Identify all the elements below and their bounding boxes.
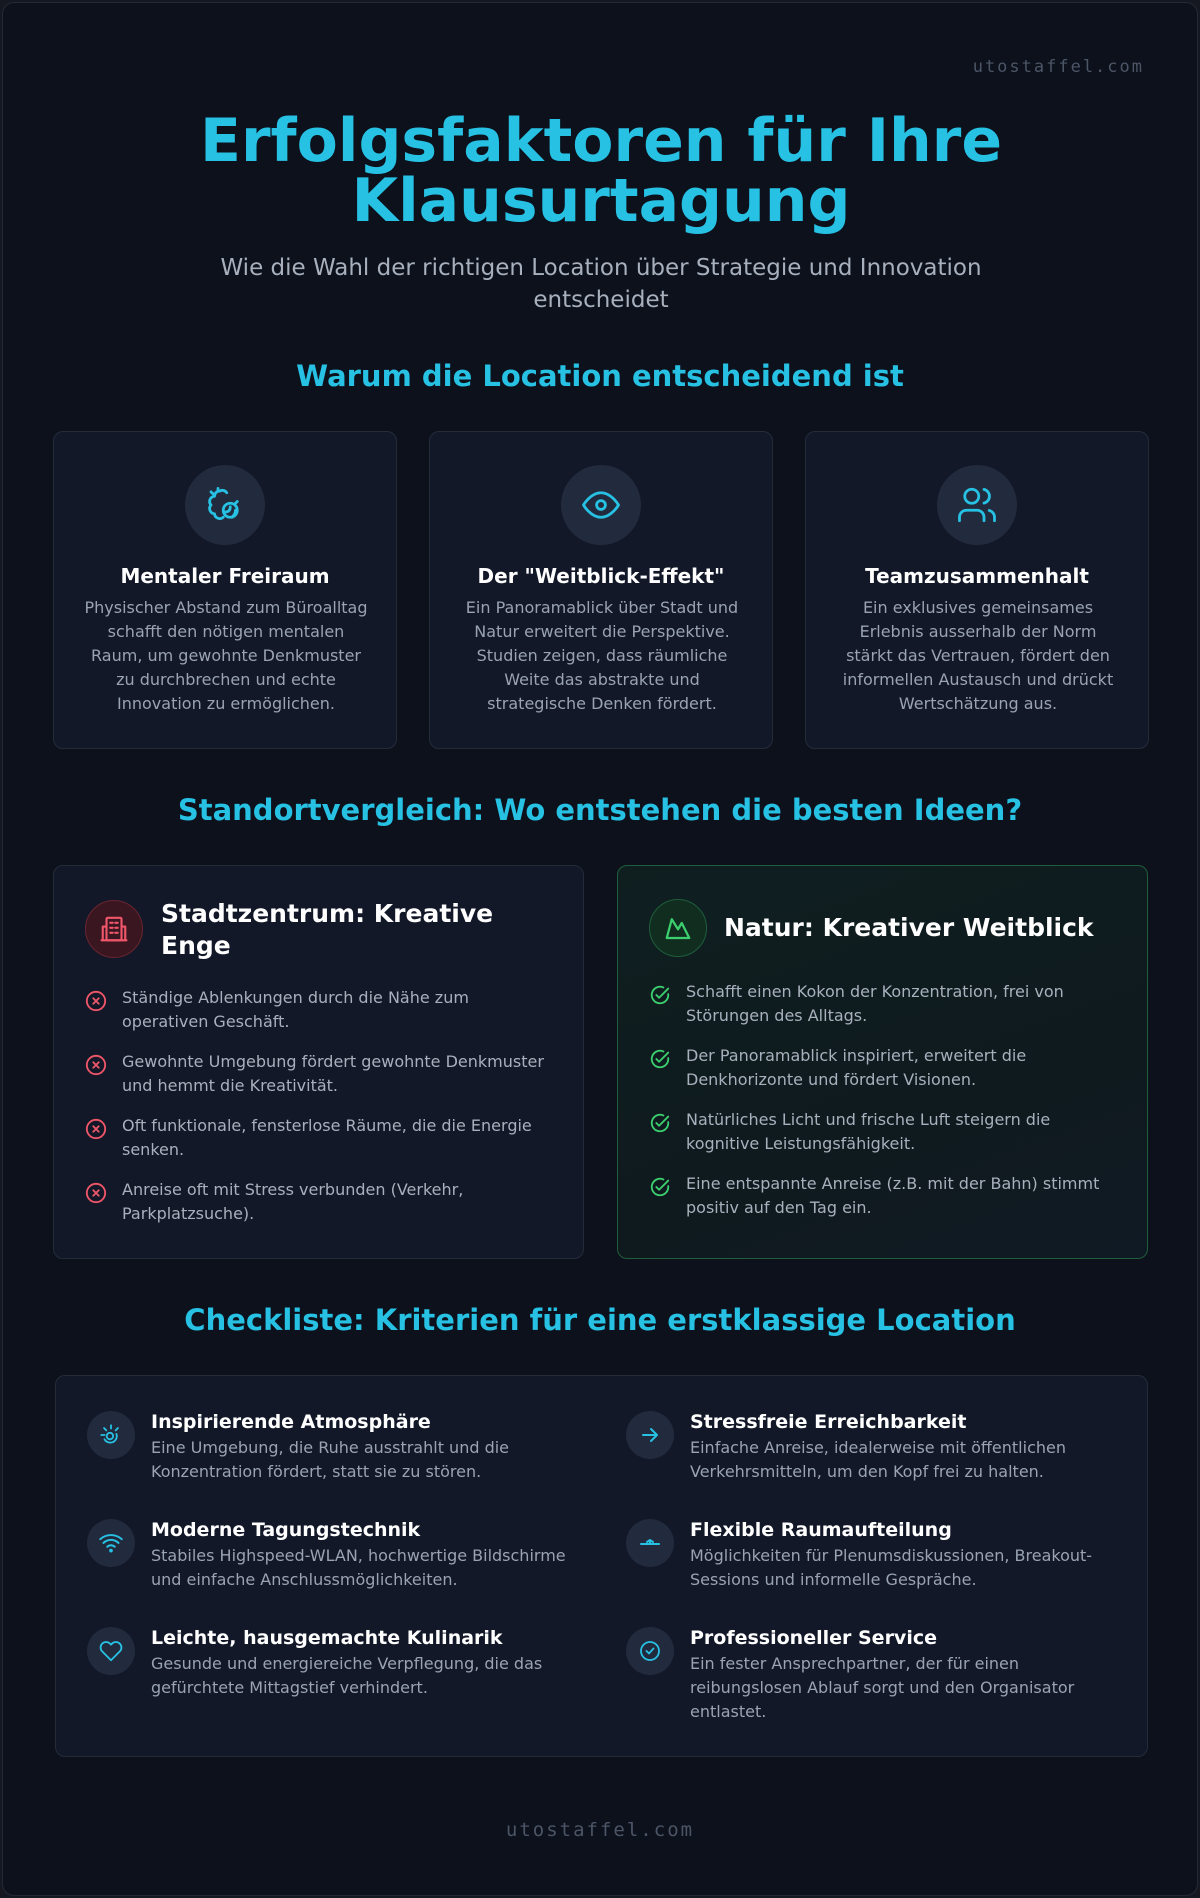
compare-card-nature [617, 865, 1148, 1259]
list-item: Gewohnte Umgebung fördert gewohnte Denkmuster und hemmt die Kreativität. [85, 1050, 555, 1114]
feature-title: Der "Weitblick-Effekt" [477, 564, 725, 588]
list-item: Der Panoramablick inspiriert, erweitert die Denkhorizonte und fördert Visionen. [649, 1044, 1119, 1108]
checklist-item-text: Eine Umgebung, die Ruhe ausstrahlt und die Konzentration fördert, statt sie zu stören. [151, 1438, 510, 1481]
check-circle-icon [649, 1048, 671, 1070]
feature-text: Physischer Abstand zum Büroalltag schafft den nötigen mentalen Raum, um gewohnte Denkmuster zu durchbrechen und echte Innovation zu ermöglichen. [84, 598, 368, 713]
feature-card-mental [53, 431, 397, 749]
eye-icon [561, 465, 641, 545]
x-circle-icon [85, 1182, 107, 1204]
feature-card-weitblick [429, 431, 773, 749]
brand-watermark-bottom: utostaffel.com [505, 1819, 695, 1841]
compare-title: Stadtzentrum: Kreative Enge [161, 899, 494, 960]
feature-title: Mentaler Freiraum [120, 564, 330, 588]
sparkle-icon [87, 1411, 135, 1459]
section-heading-compare: Standortvergleich: Wo entstehen die besten Ideen? [177, 793, 1023, 827]
checklist-item-text: Stabiles Highspeed-WLAN, hochwertige Bildschirme und einfache Anschlussmöglichkeiten. [151, 1546, 566, 1589]
checklist-item-text: Gesunde und energiereiche Verpflegung, die das gefürchtete Mittagstief verhindert. [151, 1654, 543, 1697]
x-circle-icon [85, 1054, 107, 1076]
list-item: Schafft einen Kokon der Konzentration, frei von Störungen des Alltags. [649, 980, 1119, 1044]
feature-text: Ein Panoramablick über Stadt und Natur erweitert die Perspektive. Studien zeigen, dass räumliche Weite das abstrakte und strategische Denken fördert. [465, 598, 739, 713]
check-circle-icon [649, 1176, 671, 1198]
checklist-item-text: Einfache Anreise, idealerweise mit öffentlichen Verkehrsmitteln, um den Kopf frei zu halten. [690, 1438, 1066, 1481]
list-item: Oft funktionale, fensterlose Räume, die die Energie senken. [85, 1114, 555, 1178]
wifi-icon [87, 1519, 135, 1567]
checklist-card [55, 1375, 1148, 1757]
brain-icon [185, 465, 265, 545]
mountain-icon [649, 899, 707, 957]
infographic-frame [2, 2, 1198, 1896]
users-icon [937, 465, 1017, 545]
page-title: Erfolgsfaktoren für Ihre Klausurtagung [199, 106, 1003, 236]
feature-title: Teamzusammenhalt [865, 564, 1089, 588]
checklist-item-title: Stressfreie Erreichbarkeit [690, 1411, 967, 1433]
list-item: Anreise oft mit Stress verbunden (Verkehr, Parkplatzsuche). [85, 1178, 555, 1242]
check-badge-icon [626, 1627, 674, 1675]
checklist-item-text: Ein fester Ansprechpartner, der für einen reibungslosen Ablauf sorgt und den Organisator entlastet. [690, 1654, 1075, 1721]
checklist-item-title: Professioneller Service [690, 1627, 937, 1649]
check-circle-icon [649, 1112, 671, 1134]
section-heading-why: Warum die Location entscheidend ist [296, 359, 904, 393]
checklist-item-title: Moderne Tagungstechnik [151, 1519, 421, 1541]
layout-icon [626, 1519, 674, 1567]
checklist-item-title: Leichte, hausgemachte Kulinarik [151, 1627, 503, 1649]
compare-title: Natur: Kreativer Weitblick [724, 913, 1094, 942]
building-icon [85, 900, 143, 958]
x-circle-icon [85, 990, 107, 1012]
section-heading-checklist: Checkliste: Kriterien für eine erstklassige Location [184, 1303, 1016, 1337]
check-circle-icon [649, 984, 671, 1006]
arrow-right-icon [626, 1411, 674, 1459]
x-circle-icon [85, 1118, 107, 1140]
list-item: Ständige Ablenkungen durch die Nähe zum operativen Geschäft. [85, 986, 555, 1050]
compare-card-city [53, 865, 584, 1259]
heart-icon [87, 1627, 135, 1675]
nature-benefits-list [649, 980, 1119, 1236]
checklist-item-title: Flexible Raumaufteilung [690, 1519, 952, 1541]
checklist-item-title: Inspirierende Atmosphäre [151, 1411, 431, 1433]
brand-watermark-top: utostaffel.com [972, 57, 1144, 77]
page-subtitle: Wie die Wahl der richtigen Location über Strategie und Innovation entscheidet [220, 255, 982, 313]
checklist-item-text: Möglichkeiten für Plenumsdiskussionen, Breakout-Sessions und informelle Gespräche. [690, 1546, 1093, 1589]
city-drawbacks-list [85, 986, 555, 1242]
list-item: Natürliches Licht und frische Luft steigern die kognitive Leistungsfähigkeit. [649, 1108, 1119, 1172]
list-item: Eine entspannte Anreise (z.B. mit der Bahn) stimmt positiv auf den Tag ein. [649, 1172, 1119, 1236]
feature-text: Ein exklusives gemeinsames Erlebnis ausserhalb der Norm stärkt das Vertrauen, fördert den informellen Austausch und drückt Wertschätzung aus. [842, 598, 1114, 713]
feature-card-team [805, 431, 1149, 749]
